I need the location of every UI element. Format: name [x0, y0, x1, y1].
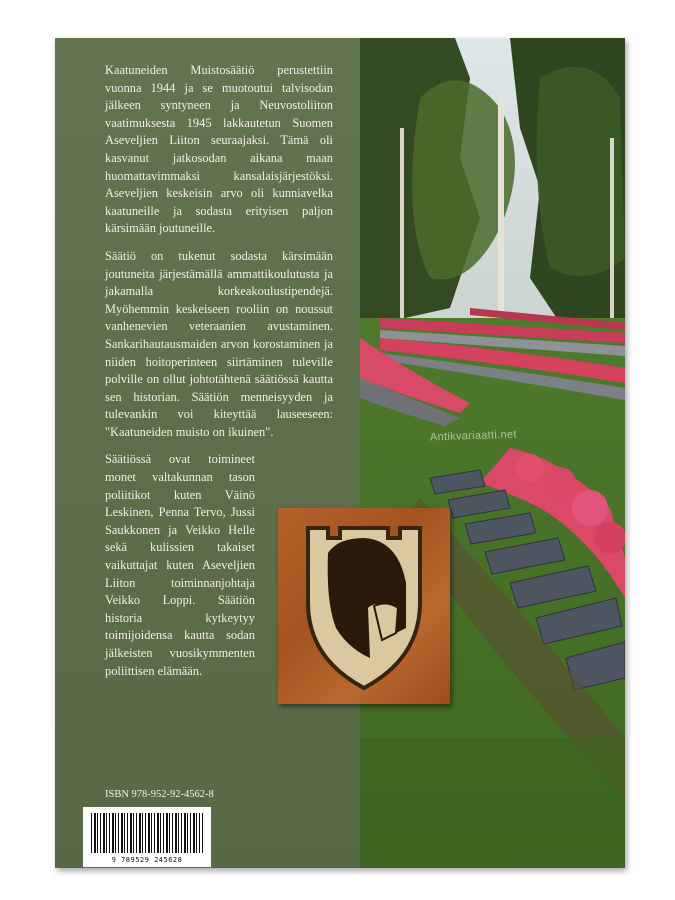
paragraph-1: Kaatuneiden Muistosäätiö perustettiin vuonna 1944 ja se muotoutui talvisodan jälkeen syntyneen ja Neuvostoliiton vaatimuksesta 1945 lakkautetun Suomen Aseveljien Liiton seuraajaksi. Tämä oli kasvanut jatkosodan aikana maan huomattavimmaksi kansalaisjärjestöksi. Aseveljien keskeisin arvo oli kunniavelka kaatuneille ja sodasta erityisen paljon kärsimään joutuneille. [105, 63, 333, 236]
barcode [83, 807, 211, 867]
barcode-bars [91, 813, 203, 853]
watermark-text: Antikvariaatti.net [429, 428, 517, 444]
paragraph-2: Säätiö on tukenut sodasta kärsimään joutuneita järjestämällä ammattikoulutusta ja jakamalla korkeakoulustipendejä. Myöhemmin keskeiseen rooliin on noussut vanhenevien veteraanien avustaminen. Sankarihautausmaiden arvon korostaminen ja niiden hoitoperinteen siirtäminen tuleville polville on ollut johtotähtenä säätiössä kautta sen historian. Säätiön menneisyyden ja tulevankin voi kiteyttää lauseeseen: "Kaatuneiden muisto on ikuinen". [105, 248, 333, 439]
cemetery-photo [360, 38, 625, 868]
paragraph-3: Säätiössä ovat toimineet monet valtakunnan tason poliitikot kuten Väinö Leskinen, Penna Tervo, Jussi Saukkonen ja Veikko Helle sekä kulissien takaiset vaikuttajat kuten Aseveljien Liiton toiminnanjohtaja Veikko Loppi. Säätiön historia kytkeytyy toimijoidensa kautta sodan jälkeisten vuosikymmenten poliittisen elämään. [105, 452, 255, 678]
helmet-shield-icon [278, 508, 450, 704]
emblem-plaque [278, 508, 450, 704]
book-back-cover [55, 38, 625, 868]
isbn-text: ISBN 978-952-92-4562-8 [105, 789, 214, 800]
barcode-digits: 9 789529 245628 [111, 856, 183, 864]
